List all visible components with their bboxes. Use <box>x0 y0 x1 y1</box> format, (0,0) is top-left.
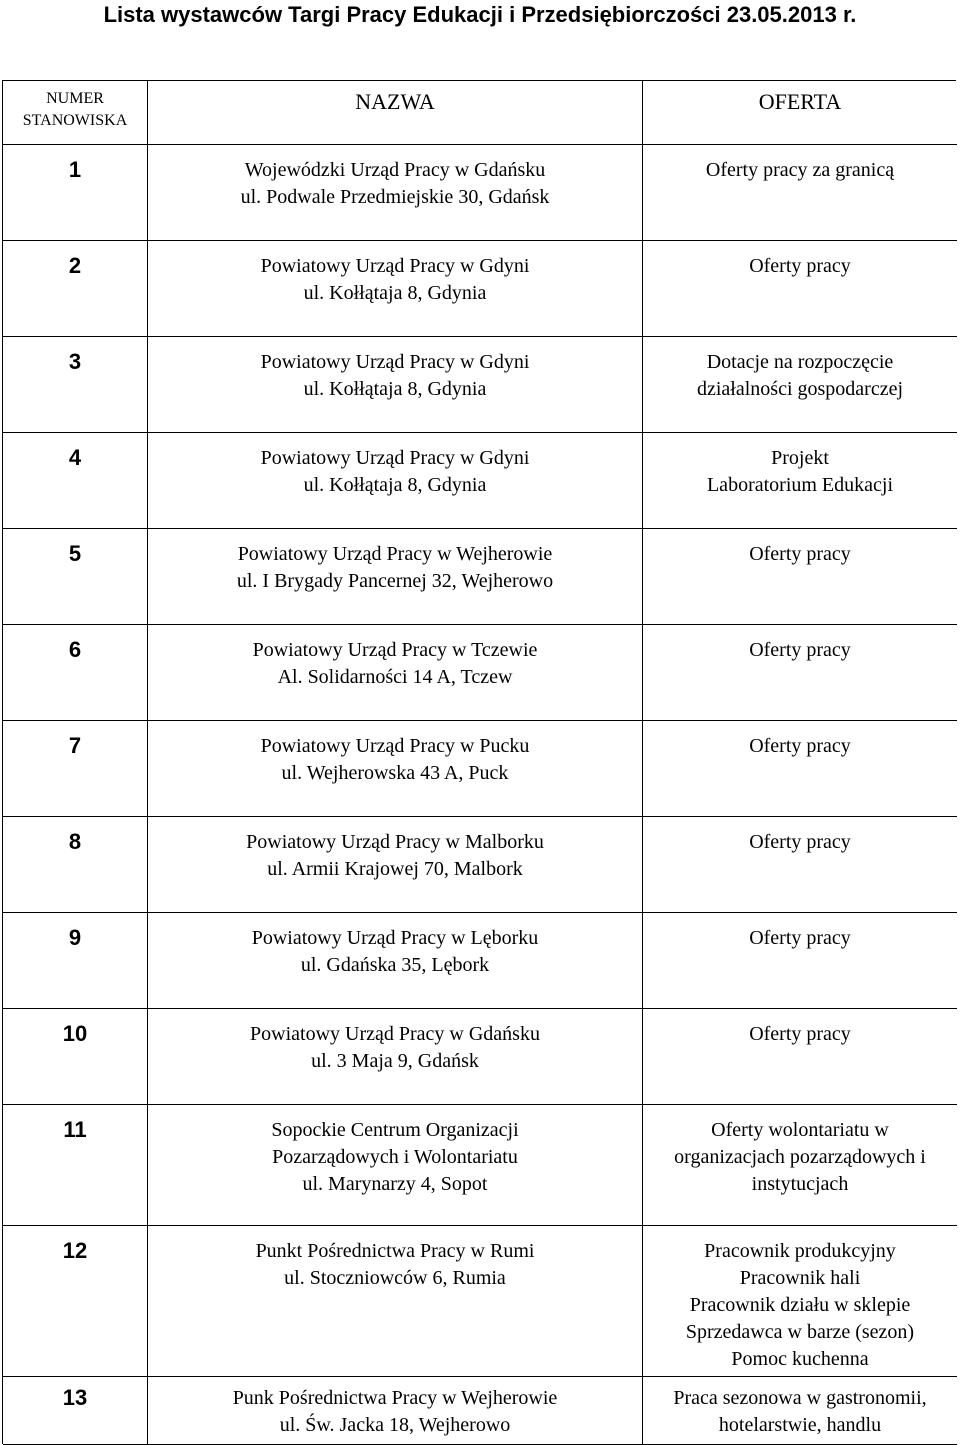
exhibitor-name-line: Wojewódzki Urząd Pracy w Gdańsku <box>244 159 546 181</box>
exhibitor-name <box>148 241 643 337</box>
exhibitor-name <box>148 817 643 913</box>
exhibitor-address: ul. Kołłątaja 8, Gdynia <box>303 378 487 400</box>
header-name: NAZWA <box>148 81 643 145</box>
stand-number: 11 <box>3 1105 148 1226</box>
stand-number: 2 <box>3 241 148 337</box>
header-number <box>3 81 148 145</box>
offer-line: Dotacje na rozpoczęcie <box>706 351 894 373</box>
exhibitor-name-line: Powiatowy Urząd Pracy w Pucku <box>260 735 530 757</box>
offer-line: Oferty pracy <box>749 255 851 277</box>
offer-line: Oferty pracy <box>749 735 851 757</box>
exhibitor-name <box>148 1226 643 1377</box>
exhibitor-address: ul. I Brygady Pancernej 32, Wejherowo <box>236 570 554 592</box>
exhibitor-name <box>148 721 643 817</box>
exhibitor-name <box>148 433 643 529</box>
exhibitor-address: ul. Wejherowska 43 A, Puck <box>281 762 509 784</box>
table-row <box>3 337 957 433</box>
exhibitor-name <box>148 1105 643 1226</box>
exhibitor-name <box>148 529 643 625</box>
stand-number: 4 <box>3 433 148 529</box>
exhibitor-offer <box>643 1105 957 1226</box>
table-row <box>3 913 957 1009</box>
exhibitor-offer <box>643 721 957 817</box>
table-row <box>3 433 957 529</box>
table-row <box>3 625 957 721</box>
exhibitor-offer <box>643 817 957 913</box>
exhibitors-table <box>2 80 956 1444</box>
stand-number: 6 <box>3 625 148 721</box>
exhibitor-name-line: Powiatowy Urząd Pracy w Gdyni <box>260 447 530 469</box>
stand-number: 9 <box>3 913 148 1009</box>
offer-line: Pracownik działu w sklepie <box>689 1294 911 1316</box>
exhibitor-name-line: Powiatowy Urząd Pracy w Malborku <box>246 831 544 853</box>
exhibitor-name-line: Powiatowy Urząd Pracy w Wejherowie <box>237 543 553 565</box>
exhibitor-name-line: Powiatowy Urząd Pracy w Gdyni <box>260 351 530 373</box>
stand-number: 7 <box>3 721 148 817</box>
exhibitor-name-line: Powiatowy Urząd Pracy w Gdańsku <box>250 1023 540 1045</box>
header-number-line2: STANOWISKA <box>22 112 128 129</box>
exhibitor-name <box>148 913 643 1009</box>
offer-line: Pracownik hali <box>739 1267 861 1289</box>
exhibitor-name <box>148 625 643 721</box>
stand-number: 13 <box>3 1377 148 1445</box>
table-row <box>3 529 957 625</box>
exhibitor-offer <box>643 1226 957 1377</box>
exhibitor-offer <box>643 625 957 721</box>
exhibitor-name <box>148 337 643 433</box>
exhibitor-address: ul. Podwale Przedmiejskie 30, Gdańsk <box>240 186 550 208</box>
offer-line: Oferty pracy <box>749 639 851 661</box>
offer-line: Pomoc kuchenna <box>731 1348 869 1370</box>
offer-line: instytucjach <box>751 1173 849 1195</box>
exhibitor-name-line: Powiatowy Urząd Pracy w Tczewie <box>252 639 538 661</box>
exhibitor-offer <box>643 145 957 241</box>
stand-number: 3 <box>3 337 148 433</box>
exhibitor-address: ul. Kołłątaja 8, Gdynia <box>303 474 487 496</box>
offer-line: Oferty pracy <box>749 927 851 949</box>
table-header-row <box>3 81 957 145</box>
offer-line: Sprzedawca w barze (sezon) <box>685 1321 915 1343</box>
exhibitor-address: ul. Kołłątaja 8, Gdynia <box>303 282 487 304</box>
table-row <box>3 241 957 337</box>
offer-line: Oferty pracy <box>749 543 851 565</box>
table-row <box>3 817 957 913</box>
exhibitor-name <box>148 145 643 241</box>
exhibitor-name-line: Sopockie Centrum Organizacji <box>271 1119 519 1141</box>
exhibitor-address: ul. Św. Jacka 18, Wejherowo <box>279 1414 511 1436</box>
header-offer: OFERTA <box>643 81 957 145</box>
exhibitor-offer <box>643 433 957 529</box>
exhibitor-name-line: Powiatowy Urząd Pracy w Lęborku <box>251 927 539 949</box>
stand-number: 12 <box>3 1226 148 1377</box>
offer-line: działalności gospodarczej <box>696 378 904 400</box>
exhibitor-address: ul. Marynarzy 4, Sopot <box>302 1173 488 1195</box>
exhibitor-address: ul. Stoczniowców 6, Rumia <box>284 1267 506 1289</box>
table-row <box>3 145 957 241</box>
exhibitor-name <box>148 1009 643 1105</box>
stand-number: 10 <box>3 1009 148 1105</box>
exhibitor-offer <box>643 337 957 433</box>
offer-line: Oferty pracy za granicą <box>705 159 895 181</box>
exhibitor-offer <box>643 241 957 337</box>
table-row <box>3 1226 957 1377</box>
exhibitor-offer <box>643 1009 957 1105</box>
offer-line: organizacjach pozarządowych i <box>674 1146 926 1168</box>
table-row <box>3 1105 957 1226</box>
exhibitor-address: ul. 3 Maja 9, Gdańsk <box>311 1050 479 1072</box>
offer-line: Pracownik produkcyjny <box>704 1240 896 1262</box>
offer-line: Praca sezonowa w gastronomii, <box>673 1387 927 1409</box>
table-row <box>3 1377 957 1445</box>
table-row <box>3 721 957 817</box>
exhibitor-offer <box>643 1377 957 1445</box>
exhibitor-name-line: Pozarządowych i Wolontariatu <box>272 1146 518 1168</box>
exhibitor-name-line: Punk Pośrednictwa Pracy w Wejherowie <box>232 1387 558 1409</box>
offer-line: Laboratorium Edukacji <box>706 474 894 496</box>
stand-number: 8 <box>3 817 148 913</box>
header-number-line1: NUMER <box>46 90 104 107</box>
exhibitor-offer <box>643 913 957 1009</box>
document-title: Lista wystawców Targi Pracy Edukacji i Przedsiębiorczości 23.05.2013 r. <box>103 2 857 27</box>
exhibitor-address: Al. Solidarności 14 A, Tczew <box>277 666 513 688</box>
offer-line: Oferty pracy <box>749 1023 851 1045</box>
exhibitor-offer <box>643 529 957 625</box>
exhibitor-address: ul. Gdańska 35, Lębork <box>300 954 490 976</box>
stand-number: 1 <box>3 145 148 241</box>
offer-line: Oferty wolontariatu w <box>711 1119 889 1141</box>
exhibitor-address: ul. Armii Krajowej 70, Malbork <box>267 858 523 880</box>
offer-line: hotelarstwie, handlu <box>718 1414 882 1436</box>
exhibitor-name-line: Powiatowy Urząd Pracy w Gdyni <box>260 255 530 277</box>
table-row <box>3 1009 957 1105</box>
exhibitor-name <box>148 1377 643 1445</box>
offer-line: Projekt <box>771 447 829 469</box>
offer-line: Oferty pracy <box>749 831 851 853</box>
exhibitor-name-line: Punkt Pośrednictwa Pracy w Rumi <box>255 1240 535 1262</box>
stand-number: 5 <box>3 529 148 625</box>
